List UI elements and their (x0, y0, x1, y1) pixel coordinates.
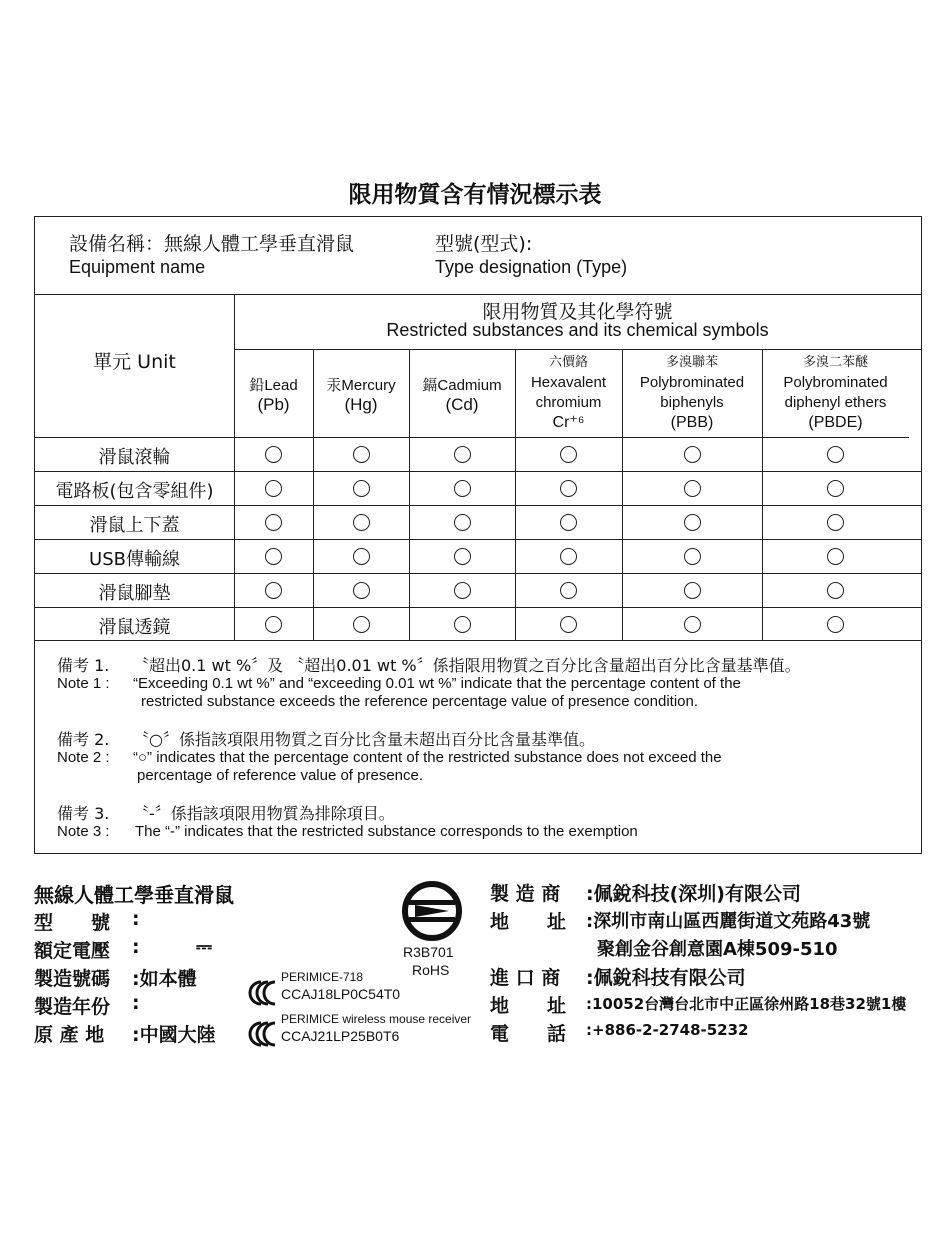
presence-mark-circle (353, 582, 370, 599)
note-2-text-en: “○” indicates that the percentage content of the restricted substance does not exceed the (133, 749, 722, 766)
col-mercury: 汞Mercury (Hg) (326, 377, 396, 414)
presence-mark-circle (353, 616, 370, 633)
presence-mark-circle (265, 446, 282, 463)
presence-mark-circle (560, 480, 577, 497)
presence-mark-circle (560, 446, 577, 463)
bsmi-rohs: RoHS (412, 962, 450, 978)
substances-header-zh: 限用物質及其化學符號 (482, 301, 673, 323)
presence-mark-circle (684, 582, 701, 599)
field-importer-address-key: 地 址 (490, 995, 567, 1017)
field-model-value: : (132, 908, 140, 930)
equipment-name-en: Equipment name (69, 257, 206, 277)
field-voltage-value: : (132, 936, 140, 958)
table-row-label: 滑鼠滾輪 (98, 447, 171, 468)
presence-mark-circle (454, 616, 471, 633)
presence-mark-circle (560, 514, 577, 531)
presence-mark-circle (454, 514, 471, 531)
table-divider (35, 471, 921, 472)
presence-mark-circle (353, 446, 370, 463)
presence-mark-circle (454, 582, 471, 599)
field-phone-value: :+886-2-2748-5232 (586, 1021, 749, 1039)
table-row-label: 電路板(包含零組件) (55, 481, 214, 502)
col-lead: 鉛Lead (Pb) (249, 377, 298, 414)
table-divider (35, 294, 921, 295)
field-address-value-2: 聚創金谷創意園A棟509-510 (597, 939, 838, 960)
table-divider (234, 349, 921, 350)
field-serial-key: 製造號碼 (34, 968, 111, 990)
unit-header: 單元 Unit (93, 351, 176, 373)
table-row-label: USB傳輸線 (89, 549, 180, 570)
field-phone-key: 電 話 (490, 1023, 567, 1045)
table-divider (35, 607, 921, 608)
table-row-label: 滑鼠透鏡 (98, 617, 171, 638)
note-2-text-zh: 〝○〞係指該項限用物質之百分比含量未超出百分比含量基準值。 (133, 730, 595, 749)
table-row-label: 滑鼠上下蓋 (89, 515, 180, 536)
table-divider (35, 505, 921, 506)
col-pbb: 多溴聯苯 Polybrominated biphenyls (PBB) (639, 355, 745, 431)
note-3-label-en: Note 3 : (57, 823, 110, 840)
note-1-text-zh: 〝超出0.1 wt %〞及 〝超出0.01 wt %〞係指限用物質之百分比含量超出百分比含量基準值。 (133, 656, 801, 675)
presence-mark-circle (684, 548, 701, 565)
table-row-label: 滑鼠腳墊 (98, 583, 171, 604)
field-importer-value: :佩銳科技有限公司 (586, 967, 746, 989)
substances-header-en: Restricted substances and its chemical symbols (386, 320, 769, 340)
field-voltage-key: 額定電壓 (34, 940, 111, 962)
note-2-label-en: Note 2 : (57, 749, 110, 766)
presence-mark-circle (827, 616, 844, 633)
presence-mark-circle (827, 446, 844, 463)
col-hexavalent-chromium: 六價鉻 Hexavalent chromium Cr⁺⁶ (530, 355, 607, 431)
presence-mark-circle (560, 616, 577, 633)
presence-mark-circle (684, 514, 701, 531)
dc-symbol-icon: ⎓ (196, 934, 212, 958)
presence-mark-circle (827, 480, 844, 497)
presence-mark-circle (827, 514, 844, 531)
field-origin-key: 原 產 地 (34, 1024, 105, 1046)
presence-mark-circle (560, 548, 577, 565)
document-title: 限用物質含有情況標示表 (348, 182, 602, 208)
field-year-key: 製造年份 (34, 996, 111, 1018)
presence-mark-circle (353, 480, 370, 497)
ncc-model-1: PERIMICE-718 (281, 970, 364, 984)
presence-mark-circle (454, 548, 471, 565)
presence-mark-circle (827, 582, 844, 599)
ncc-mark-icon (243, 978, 277, 1008)
presence-mark-circle (684, 616, 701, 633)
table-divider (234, 294, 235, 640)
presence-mark-circle (265, 514, 282, 531)
note-3-label-zh: 備考 3. (57, 804, 110, 823)
field-serial-value: :如本體 (132, 968, 197, 990)
bsmi-code: R3B701 (403, 944, 454, 960)
field-address-key: 地 址 (490, 911, 567, 933)
table-divider (35, 437, 909, 438)
field-origin-value: :中國大陸 (132, 1024, 216, 1046)
note-3-text-en: The “-” indicates that the restricted substance corresponds to the exemption (135, 823, 638, 840)
presence-mark-circle (454, 446, 471, 463)
presence-mark-circle (353, 548, 370, 565)
ncc-mark-icon (243, 1019, 277, 1049)
note-1-label-en: Note 1 : (57, 675, 110, 692)
presence-mark-circle (265, 616, 282, 633)
field-importer-key: 進 口 商 (490, 967, 561, 989)
table-divider (35, 539, 921, 540)
note-1-text-en: “Exceeding 0.1 wt %” and “exceeding 0.01 wt %” indicate that the percentage content of the (133, 675, 741, 692)
presence-mark-circle (827, 548, 844, 565)
presence-mark-circle (454, 480, 471, 497)
presence-mark-circle (265, 582, 282, 599)
field-year-value: : (132, 992, 140, 1014)
table-divider (35, 640, 921, 641)
presence-mark-circle (684, 480, 701, 497)
note-1-text-en-2: restricted substance exceeds the reference percentage value of presence condition. (141, 693, 699, 710)
note-3-text-zh: 〝-〞係指該項限用物質為排除項目。 (133, 804, 395, 823)
field-manufacturer-value: :佩銳科技(深圳)有限公司 (586, 883, 801, 905)
table-divider (35, 573, 921, 574)
presence-mark-circle (560, 582, 577, 599)
presence-mark-circle (265, 548, 282, 565)
note-2-text-en-2: percentage of reference value of presence. (137, 767, 424, 784)
bsmi-mark-icon (401, 880, 463, 942)
rohs-table (34, 216, 922, 854)
ncc-model-2: PERIMICE wireless mouse receiver (281, 1012, 472, 1026)
ncc-code-1: CCAJ18LP0C54T0 (281, 986, 401, 1002)
field-importer-address-value: :10052台灣台北市中正區徐州路18巷32號1樓 (586, 995, 907, 1013)
type-designation-zh: 型號(型式): (435, 233, 533, 255)
field-manufacturer-key: 製 造 商 (490, 883, 561, 905)
field-address-value: :深圳市南山區西麗街道文苑路43號 (586, 911, 871, 932)
field-model-key: 型 號 (34, 912, 111, 934)
col-cadmium: 鎘Cadmium (Cd) (422, 377, 502, 414)
equipment-name-zh: 設備名稱：無線人體工學垂直滑鼠 (69, 233, 355, 255)
type-designation-en: Type designation (Type) (435, 257, 628, 277)
presence-mark-circle (265, 480, 282, 497)
product-name: 無線人體工學垂直滑鼠 (34, 883, 234, 907)
col-pbde: 多溴二苯醚 Polybrominated diphenyl ethers (PBDE) (783, 355, 888, 431)
presence-mark-circle (684, 446, 701, 463)
ncc-code-2: CCAJ21LP25B0T6 (281, 1028, 400, 1044)
presence-mark-circle (353, 514, 370, 531)
note-1-label-zh: 備考 1. (57, 656, 110, 675)
note-2-label-zh: 備考 2. (57, 730, 110, 749)
